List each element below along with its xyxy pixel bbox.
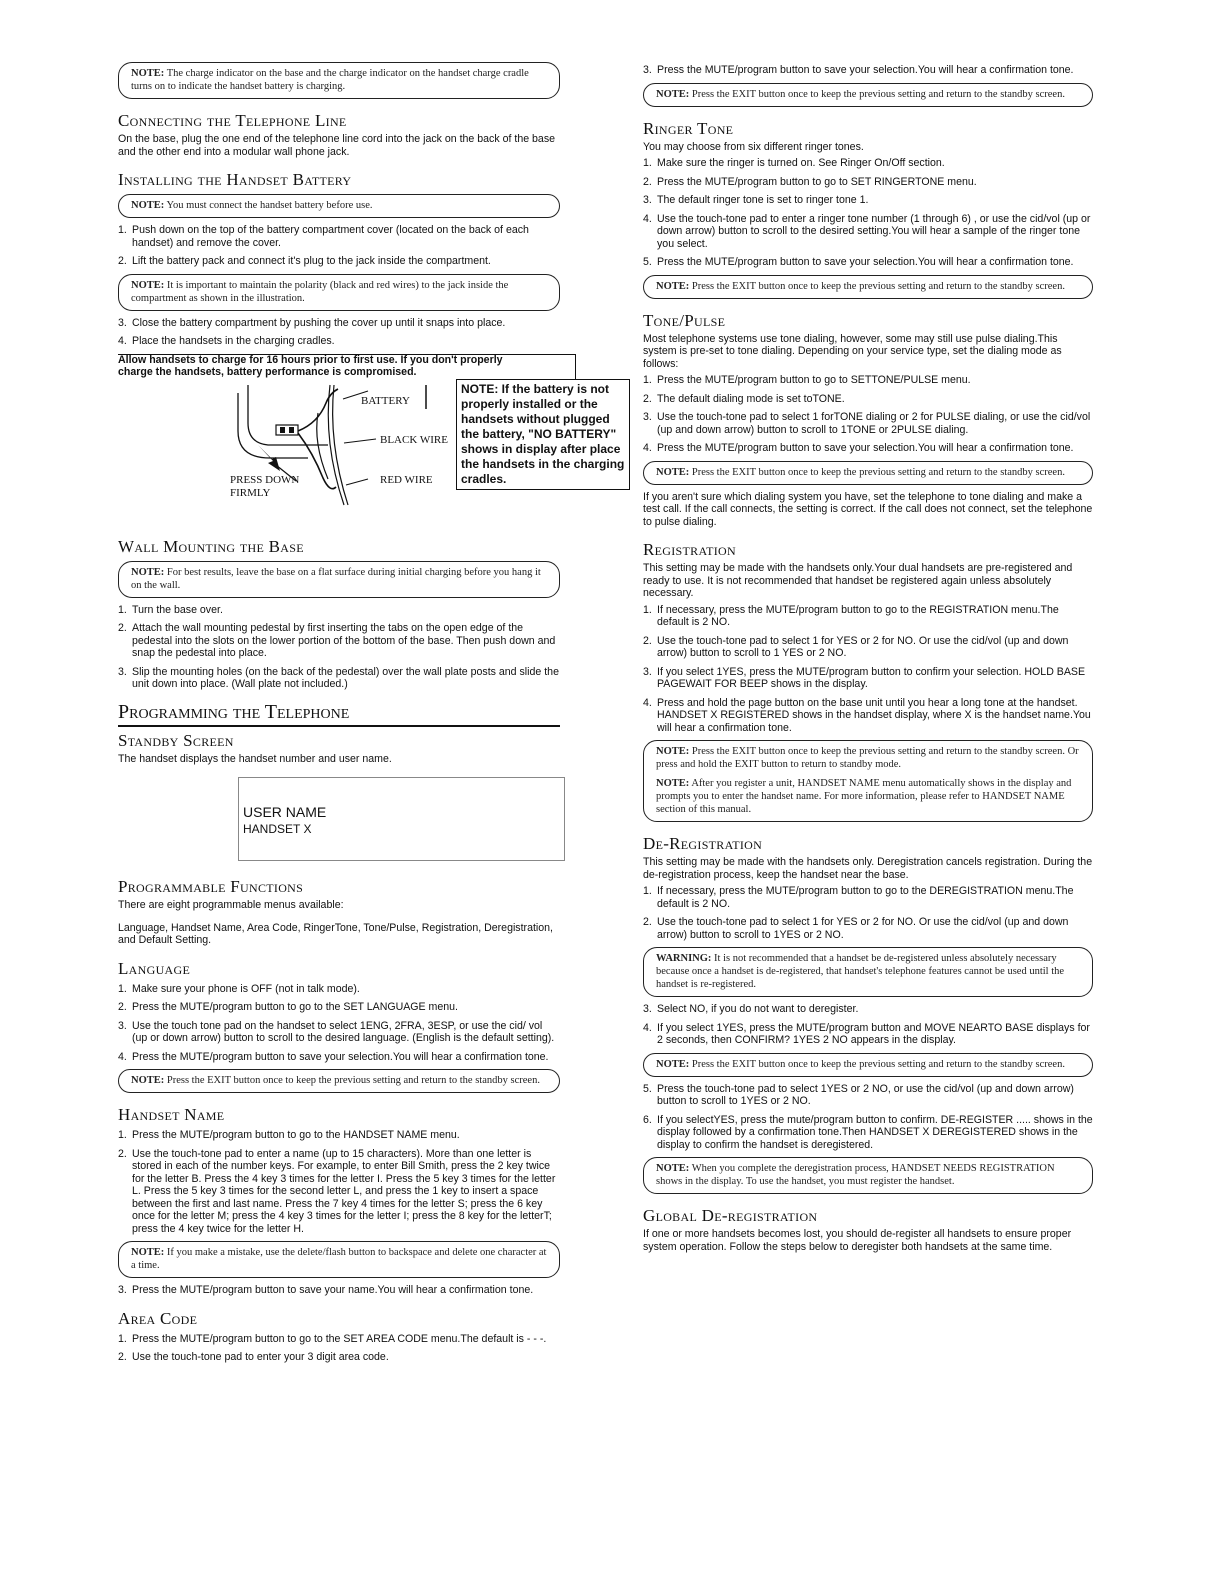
step-item [118, 1333, 560, 1346]
step-number: 3. [118, 665, 127, 678]
dereg-steps-b [643, 1003, 1093, 1047]
step-number: 3. [118, 1284, 127, 1296]
tone-text-2: If you aren't sure which dialing system you have, set the telephone to tone dialing and make a test call. If the call connects, the setting is correct. If the call does not connect, set the telephone to pulse dialing. [643, 490, 1093, 528]
handset-name-steps-b [118, 1284, 560, 1297]
step-item [643, 604, 1093, 629]
step-text: Use the touch tone pad on the handset to select 1ENG, 2FRA, 3ESP, or use the cid/ vol (up or down arrow) button to scroll to the desired language. (English is the default setting). [132, 1019, 555, 1044]
heading-global-deregistration: Global De-registration [643, 1206, 818, 1225]
step-item [643, 635, 1093, 660]
label-red-wire: RED WIRE [380, 473, 433, 486]
note-ringer-exit: NOTE: Press the EXIT button once to keep the previous setting and return to the standby screen. [643, 275, 1093, 299]
note-dereg-exit: NOTE: Press the EXIT button once to keep the previous setting and return to the standby screen. [643, 1053, 1093, 1077]
step-item [643, 256, 1093, 269]
step-text: Use the touch-tone pad to enter your 3 digit area code. [132, 1351, 389, 1363]
ringer-text: You may choose from six different ringer tones. [643, 140, 864, 153]
step-number: 1. [643, 885, 652, 897]
step-item [118, 1051, 560, 1064]
charge-warning-text: Allow handsets to charge for 16 hours prior to first use. If you don't properly charge the handsets, battery performance is compromised. [118, 353, 503, 378]
lcd-line-2: HANDSET X [243, 822, 312, 836]
standby-text: The handset displays the handset number and user name. [118, 752, 392, 765]
step-number: 4. [643, 212, 652, 225]
global-text: If one or more handsets becomes lost, you should de-register all handsets to ensure proper system operation. Follow the steps below to deregister both handsets at the same time. [643, 1228, 1072, 1253]
heading-language: Language [118, 958, 191, 978]
step-item [643, 442, 1093, 455]
step-number: 4. [643, 442, 652, 454]
charge-warning-block [118, 354, 560, 379]
right-column [643, 58, 1093, 1257]
step-item [118, 1020, 560, 1045]
step-number: 2. [118, 1351, 127, 1363]
step-item [118, 666, 560, 691]
step-number: 4. [643, 1021, 652, 1034]
step-text: Attach the wall mounting pedestal by first inserting the tabs on the open edge of the pedestal into the slots on the lower portion of the bottom of the base. Then push down and snap the pedestal into place. [132, 622, 556, 659]
step-text: Press the MUTE/program button to save your selection.You will hear a confirmation tone. [657, 442, 1074, 454]
step-number: 1. [118, 1129, 127, 1141]
step-text: Lift the battery pack and connect it's plug to the jack inside the compartment. [132, 255, 491, 267]
step-item [643, 666, 1093, 691]
step-number: 1. [118, 982, 127, 995]
step-item [118, 224, 560, 249]
step-item [118, 1284, 560, 1297]
step-item [118, 255, 560, 268]
step-item [643, 213, 1093, 251]
step-number: 2. [118, 622, 127, 634]
registration-text: This setting may be made with the handsets only.Your dual handsets are pre-registered and ready to use. It is not recommended that handset be registered again unless absolutely necessary. [643, 562, 1073, 599]
step-item [118, 1001, 560, 1014]
label-battery: BATTERY [361, 394, 410, 407]
step-number: 5. [643, 1082, 652, 1095]
step-number: 3. [118, 316, 127, 329]
step-text: Push down on the top of the battery compartment cover (located on the back of each handset) and remove the cover. [132, 224, 529, 249]
step-item [643, 1114, 1093, 1152]
heading-deregistration: De-Registration [643, 834, 763, 853]
step-item [643, 1003, 1093, 1016]
step-item [643, 64, 1093, 77]
step-number: 1. [643, 157, 652, 169]
step-item [643, 885, 1093, 910]
heading-installing-battery: Installing the Handset Battery [118, 170, 352, 189]
dereg-steps [643, 885, 1093, 941]
step-text: Press the MUTE/program button to save your name.You will hear a confirmation tone. [132, 1284, 534, 1296]
programmable-text: There are eight programmable menus available: [118, 899, 344, 911]
step-number: 3. [643, 64, 652, 76]
area-code-steps [118, 1333, 560, 1364]
battery-steps-a [118, 224, 560, 268]
wall-steps [118, 604, 560, 691]
step-item [643, 176, 1093, 189]
tone-steps [643, 374, 1093, 455]
note-dereg-complete: NOTE: When you complete the deregistration process, HANDSET NEEDS REGISTRATION shows in the display. To use the handset, you must register the handset. [643, 1157, 1093, 1194]
step-text: If necessary, press the MUTE/program button to go to the DEREGISTRATION menu.The default is 2 NO. [657, 885, 1074, 910]
heading-programmable-functions: Programmable Functions [118, 877, 304, 896]
step-text: Press the touch-tone pad to select 1YES or 2 NO, or use the cid/vol (up and down arrow) button to scroll to 1YES or 2 NO. [657, 1082, 1074, 1107]
step-number: 2. [643, 916, 652, 928]
dereg-steps-c [643, 1083, 1093, 1152]
step-text: Close the battery compartment by pushing the cover up until it snaps into place. [132, 316, 506, 329]
step-number: 1. [118, 224, 127, 236]
note-connect-battery: NOTE: You must connect the handset battery before use. [118, 194, 560, 218]
note-area-exit: NOTE: Press the EXIT button once to keep the previous setting and return to the standby screen. [643, 83, 1093, 107]
step-text: Slip the mounting holes (on the back of the pedestal) over the wall plate posts and slide the unit down into place. (Wall plate not included.) [132, 665, 559, 690]
step-number: 2. [118, 255, 127, 267]
step-text: Press the MUTE/program button to go to the SET AREA CODE menu.The default is - - -. [132, 1332, 547, 1345]
heading-ringer-tone: Ringer Tone [643, 118, 734, 138]
step-number: 2. [643, 392, 652, 405]
step-text: Press the MUTE/program button to go to SETTONE/PULSE menu. [657, 374, 971, 386]
heading-tone-pulse: Tone/Pulse [643, 310, 726, 330]
step-number: 3. [643, 1003, 652, 1015]
step-text: The default ringer tone is set to ringer tone 1. [657, 194, 869, 206]
heading-area-code: Area Code [118, 1308, 198, 1328]
step-number: 1. [118, 1332, 127, 1345]
step-item [118, 1148, 560, 1236]
battery-steps-b [118, 317, 560, 348]
step-number: 1. [643, 603, 652, 616]
step-text: Use the touch-tone pad to enter a ringer tone number (1 through 6) , or use the cid/vol (up or down arrow) button to scroll to the desired setting.You will hear a sample of the ringer tone you select. [657, 212, 1091, 250]
step-number: 2. [118, 1147, 127, 1160]
step-item [118, 604, 560, 617]
step-number: 1. [643, 374, 652, 386]
step-item [118, 335, 560, 348]
note-polarity: NOTE: It is important to maintain the polarity (black and red wires) to the jack inside the compartment as shown in the illustration. [118, 274, 560, 311]
step-text: The default dialing mode is set toTONE. [657, 392, 845, 405]
language-steps [118, 983, 560, 1064]
step-text: Press the MUTE/program button to go to the HANDSET NAME menu. [132, 1129, 460, 1141]
step-number: 2. [643, 634, 652, 647]
step-text: Press and hold the page button on the base unit until you hear a long tone at the handset. HANDSET X REGISTERED shows in the handset display, where X is the handset name.You will hear a confirmation tone. [657, 696, 1091, 734]
step-text: Press the MUTE/program button to save your selection.You will hear a confirmation tone. [132, 1050, 549, 1063]
heading-connecting-line: Connecting the Telephone Line [118, 111, 347, 130]
step-item [643, 916, 1093, 941]
battery-drawing [218, 383, 448, 523]
step-text: Select NO, if you do not want to deregister. [657, 1003, 859, 1015]
note-no-battery: NOTE: If the battery is not properly installed or the handsets without plugged the battery, "NO BATTERY" shows in display after place the handsets in the charging cradles. [456, 379, 630, 490]
ringer-steps [643, 157, 1093, 269]
step-number: 3. [643, 665, 652, 678]
step-item [118, 983, 560, 996]
step-item [118, 1351, 560, 1364]
step-item [118, 1129, 560, 1142]
heading-programming: Programming the Telephone [118, 701, 560, 727]
area-code-steps-continued [643, 64, 1093, 77]
tone-text: Most telephone systems use tone dialing, however, some may still use pulse dialing.This system is pre-set to tone dialing. Depending on your service type, set the dialing mode as follows: [643, 332, 1062, 370]
step-text: Use the touch-tone pad to select 1 for YES or 2 for NO. Or use the cid/vol (up and down arrow) button to scroll to 1YES or 2 NO. [657, 916, 1069, 941]
step-item [118, 622, 560, 660]
step-number: 3. [118, 1019, 127, 1032]
step-number: 2. [118, 1001, 127, 1013]
step-text: Press the MUTE/program button to save your selection.You will hear a confirmation tone. [657, 256, 1074, 268]
warning-dereg: WARNING: It is not recommended that a handset be de-registered unless absolutely necessary because once a handset is de-registered, that handset's telephone features cannot be used until the handset is re-registered. [643, 947, 1093, 997]
step-text: Press the MUTE/program button to go to the SET LANGUAGE menu. [132, 1001, 459, 1013]
step-item [643, 697, 1093, 735]
step-text: Press the MUTE/program button to save your selection.You will hear a confirmation tone. [657, 64, 1074, 76]
lcd-line-1: USER NAME [243, 804, 327, 820]
step-text: If necessary, press the MUTE/program button to go to the REGISTRATION menu.The default is 2 NO. [657, 603, 1059, 628]
connecting-text: On the base, plug the one end of the telephone line cord into the jack on the back of the base and the other end into a modular wall phone jack. [118, 133, 556, 158]
step-number: 3. [643, 194, 652, 206]
note-charge-indicator: NOTE: The charge indicator on the base and the charge indicator on the handset charge cradle turns on to indicate the handset battery is charging. [118, 62, 560, 99]
step-number: 2. [643, 175, 652, 188]
note-language-exit: NOTE: Press the EXIT button once to keep the previous setting and return to the standby screen. [118, 1069, 560, 1093]
step-item [643, 393, 1093, 406]
left-column [118, 58, 625, 1370]
step-number: 4. [643, 696, 652, 709]
step-item [643, 194, 1093, 207]
lcd-display [238, 777, 565, 861]
step-item [643, 374, 1093, 387]
note-wall-mount: NOTE: For best results, leave the base on a flat surface during initial charging before you hang it on the wall. [118, 561, 560, 598]
registration-steps [643, 604, 1093, 735]
step-text: Place the handsets in the charging cradles. [132, 335, 335, 347]
step-number: 4. [118, 1050, 127, 1063]
heading-wall-mounting: Wall Mounting the Base [118, 536, 304, 556]
step-number: 4. [118, 335, 127, 347]
step-item [643, 157, 1093, 170]
step-item [118, 317, 560, 330]
step-text: Use the touch-tone pad to select 1 for YES or 2 for NO. Or use the cid/vol (up and down arrow) button to scroll to 1 YES or 2 NO. [657, 634, 1069, 659]
step-text: Turn the base over. [132, 603, 223, 616]
label-firmly: FIRMLY [230, 486, 271, 499]
step-number: 3. [643, 411, 652, 423]
step-text: If you selectYES, press the mute/program button to confirm. DE-REGISTER ..... shows in the display followed by a confirmation tone.Then HANDSET X DEREGISTERED shows in the display to confirm the handset is deregistered. [657, 1113, 1093, 1151]
step-number: 6. [643, 1113, 652, 1126]
step-text: Press the MUTE/program button to go to SET RINGERTONE menu. [657, 175, 977, 188]
label-press-down: PRESS DOWN [230, 473, 300, 486]
note-handset-name-mistake: NOTE: If you make a mistake, use the delete/flash button to backspace and delete one character at a time. [118, 1241, 560, 1278]
step-text: If you select 1YES, press the MUTE/program button to confirm your selection. HOLD BASE PAGEWAIT FOR BEEP shows in the display. [657, 665, 1086, 690]
step-item [643, 1083, 1093, 1108]
step-text: Make sure your phone is OFF (not in talk mode). [132, 982, 360, 995]
programmable-menus: Language, Handset Name, Area Code, RingerTone, Tone/Pulse, Registration, Deregistration, and Default Setting. [118, 921, 553, 946]
step-item [643, 411, 1093, 436]
handset-name-steps [118, 1129, 560, 1235]
step-text: Use the touch-tone pad to enter a name (up to 15 characters). More than one letter is stored in each of the number keys. For example, to enter Bill Smith, press the 2 key twice for the letter B. Press the 4 key 3 times for the letter I. Press the 5 key 3 times for the letter L. Press the 5 key 3 times for the second letter L, and press the 1 key to insert a space between the first and last name. Press the 7 key 4 times for the letter S; press the 6 key once for the letter M; press the 4 key 3 times for the letter I; press the 8 key for the letterT; press the 4 key twice for the letter H. [132, 1147, 556, 1235]
heading-registration: Registration [643, 540, 736, 559]
note-registration: NOTE: Press the EXIT button once to keep the previous setting and return to the standby screen. Or press and hold the EXIT button to return to standby mode. NOTE: After you register a unit, HANDSET NAME menu automatically shows in the display and prompts you to enter the handset name. For more information, please refer to HANDSET NAME section of this manual. [643, 740, 1093, 822]
step-text: If you select 1YES, press the MUTE/program button and MOVE NEARTO BASE displays for 2 seconds, then CONFIRM? 1YES 2 NO appears in the display. [657, 1021, 1090, 1046]
label-black-wire: BLACK WIRE [380, 433, 448, 446]
step-text: Make sure the ringer is turned on. See Ringer On/Off section. [657, 157, 945, 169]
heading-handset-name: Handset Name [118, 1105, 225, 1124]
step-item [643, 1022, 1093, 1047]
note-tone-exit: NOTE: Press the EXIT button once to keep the previous setting and return to the standby screen. [643, 461, 1093, 485]
step-number: 5. [643, 256, 652, 268]
dereg-text: This setting may be made with the handsets only. Deregistration cancels registration. During the de-registration process, keep the handset near the base. [643, 856, 1093, 881]
step-text: Use the touch-tone pad to select 1 forTONE dialing or 2 for PULSE dialing, or use the cid/vol (up and down arrow) button to scroll to 1TONE or 2PULSE dialing. [657, 411, 1091, 436]
battery-illustration [118, 381, 625, 533]
heading-standby-screen: Standby Screen [118, 730, 234, 750]
step-number: 1. [118, 603, 127, 616]
